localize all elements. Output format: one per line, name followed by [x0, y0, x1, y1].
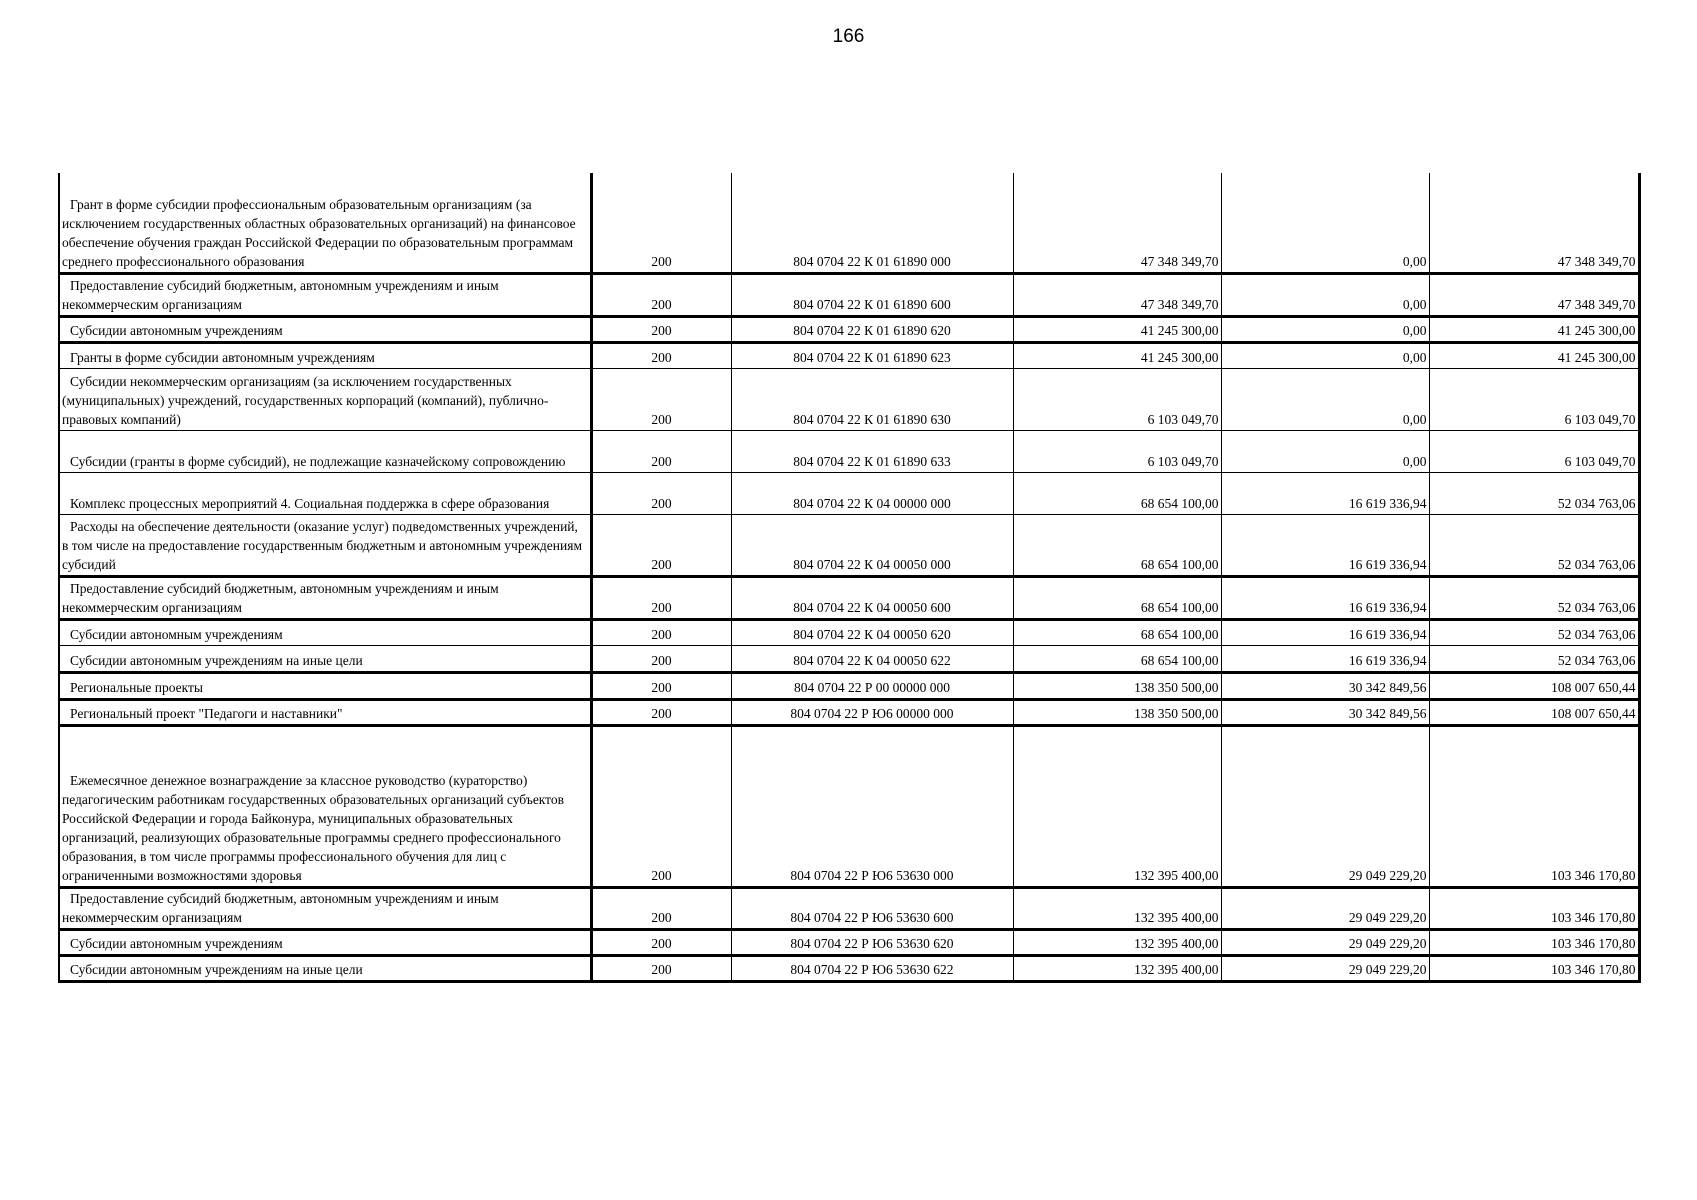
row-plan-amount: 41 245 300,00: [1013, 342, 1221, 368]
row-plan-amount: 132 395 400,00: [1013, 887, 1221, 929]
row-plan-amount: 68 654 100,00: [1013, 619, 1221, 645]
row-remaining-amount: 47 348 349,70: [1429, 273, 1639, 316]
row-admin-code: 200: [591, 173, 731, 273]
row-name-text: Региональные проекты: [70, 679, 203, 695]
table-row: [59, 342, 1639, 368]
row-name: [59, 576, 591, 619]
row-admin-code: 200: [591, 430, 731, 472]
row-plan-amount: 132 395 400,00: [1013, 725, 1221, 887]
table-row: [59, 430, 1639, 472]
row-budget-code: 804 0704 22 К 04 00050 620: [731, 619, 1013, 645]
row-budget-code: 804 0704 22 К 04 00050 600: [731, 576, 1013, 619]
row-budget-code: 804 0704 22 К 01 61890 620: [731, 316, 1013, 342]
row-name-text: Грант в форме субсидии профессиональным образовательным организациям (за исключением государственных областных образовательных организаций) на финансовое обеспечение обучения граждан Российской Федерации по образовательным программам среднего профессионального образования: [62, 196, 576, 269]
row-executed-amount: 30 342 849,56: [1221, 699, 1429, 725]
row-budget-code: 804 0704 22 Р Ю6 53630 622: [731, 955, 1013, 981]
row-admin-code: 200: [591, 699, 731, 725]
row-remaining-amount: 103 346 170,80: [1429, 929, 1639, 955]
row-budget-code: 804 0704 22 Р Ю6 53630 000: [731, 725, 1013, 887]
row-budget-code: 804 0704 22 К 04 00000 000: [731, 472, 1013, 514]
page-number: 166: [832, 26, 865, 47]
row-name: [59, 645, 591, 672]
row-plan-amount: 41 245 300,00: [1013, 316, 1221, 342]
table-row: [59, 699, 1639, 725]
row-name-text: Предоставление субсидий бюджетным, автономным учреждениям и иным некоммерческим организациям: [62, 890, 499, 925]
row-name-text: Предоставление субсидий бюджетным, автономным учреждениям и иным некоммерческим организациям: [62, 277, 499, 312]
row-admin-code: 200: [591, 576, 731, 619]
table-row: [59, 576, 1639, 619]
row-plan-amount: 6 103 049,70: [1013, 368, 1221, 430]
row-budget-code: 804 0704 22 Р Ю6 00000 000: [731, 699, 1013, 725]
row-name-text: Субсидии некоммерческим организациям (за исключением государственных (муниципальных) учреждений, государственных корпораций (компаний), публично-правовых компаний): [62, 373, 549, 427]
row-name: [59, 887, 591, 929]
table-row: [59, 368, 1639, 430]
row-admin-code: 200: [591, 368, 731, 430]
row-executed-amount: 0,00: [1221, 342, 1429, 368]
row-plan-amount: 68 654 100,00: [1013, 645, 1221, 672]
row-remaining-amount: 47 348 349,70: [1429, 173, 1639, 273]
row-admin-code: 200: [591, 725, 731, 887]
row-name: [59, 430, 591, 472]
row-budget-code: 804 0704 22 К 04 00050 622: [731, 645, 1013, 672]
row-plan-amount: 47 348 349,70: [1013, 273, 1221, 316]
row-admin-code: 200: [591, 619, 731, 645]
row-name: [59, 342, 591, 368]
row-budget-code: 804 0704 22 К 01 61890 600: [731, 273, 1013, 316]
row-plan-amount: 132 395 400,00: [1013, 955, 1221, 981]
row-remaining-amount: 103 346 170,80: [1429, 887, 1639, 929]
row-admin-code: 200: [591, 672, 731, 699]
row-remaining-amount: 52 034 763,06: [1429, 514, 1639, 576]
row-remaining-amount: 108 007 650,44: [1429, 699, 1639, 725]
row-name: [59, 514, 591, 576]
row-name-text: Комплекс процессных мероприятий 4. Социальная поддержка в сфере образования: [70, 495, 550, 511]
row-plan-amount: 6 103 049,70: [1013, 430, 1221, 472]
row-budget-code: 804 0704 22 К 04 00050 000: [731, 514, 1013, 576]
row-plan-amount: 138 350 500,00: [1013, 672, 1221, 699]
row-budget-code: 804 0704 22 Р Ю6 53630 620: [731, 929, 1013, 955]
row-budget-code: 804 0704 22 К 01 61890 623: [731, 342, 1013, 368]
row-name-text: Предоставление субсидий бюджетным, автономным учреждениям и иным некоммерческим организациям: [62, 580, 499, 615]
row-remaining-amount: 52 034 763,06: [1429, 472, 1639, 514]
row-name: [59, 929, 591, 955]
row-name-text: Гранты в форме субсидии автономным учреждениям: [70, 349, 375, 365]
row-executed-amount: 29 049 229,20: [1221, 955, 1429, 981]
row-executed-amount: 29 049 229,20: [1221, 725, 1429, 887]
row-name: [59, 316, 591, 342]
row-admin-code: 200: [591, 955, 731, 981]
row-plan-amount: 132 395 400,00: [1013, 929, 1221, 955]
row-executed-amount: 29 049 229,20: [1221, 887, 1429, 929]
row-admin-code: 200: [591, 514, 731, 576]
row-name: [59, 699, 591, 725]
row-executed-amount: 16 619 336,94: [1221, 645, 1429, 672]
table-row: [59, 173, 1639, 273]
row-admin-code: 200: [591, 342, 731, 368]
row-plan-amount: 68 654 100,00: [1013, 472, 1221, 514]
row-remaining-amount: 103 346 170,80: [1429, 955, 1639, 981]
table-row: [59, 955, 1639, 981]
row-name: [59, 955, 591, 981]
row-name-text: Ежемесячное денежное вознаграждение за классное руководство (кураторство) педагогическим работникам государственных образовательных организаций субъектов Российской Федерации и города Байконура, муниципальных образовательных организаций, реализующих образовательные программы среднего профессионального образования, в том числе программы профессионального обучения для лиц с ограниченными возможностями здоровья: [62, 772, 565, 883]
row-budget-code: 804 0704 22 Р 00 00000 000: [731, 672, 1013, 699]
row-remaining-amount: 52 034 763,06: [1429, 645, 1639, 672]
row-executed-amount: 0,00: [1221, 430, 1429, 472]
row-executed-amount: 30 342 849,56: [1221, 672, 1429, 699]
row-executed-amount: 16 619 336,94: [1221, 514, 1429, 576]
row-name-text: Субсидии автономным учреждениям: [70, 626, 283, 642]
row-executed-amount: 0,00: [1221, 173, 1429, 273]
row-name-text: Субсидии автономным учреждениям: [70, 935, 283, 951]
row-budget-code: 804 0704 22 К 01 61890 630: [731, 368, 1013, 430]
row-plan-amount: 68 654 100,00: [1013, 576, 1221, 619]
row-remaining-amount: 6 103 049,70: [1429, 368, 1639, 430]
row-plan-amount: 138 350 500,00: [1013, 699, 1221, 725]
table-row: [59, 273, 1639, 316]
row-executed-amount: 29 049 229,20: [1221, 929, 1429, 955]
row-admin-code: 200: [591, 316, 731, 342]
table-row: [59, 514, 1639, 576]
row-plan-amount: 47 348 349,70: [1013, 173, 1221, 273]
row-executed-amount: 16 619 336,94: [1221, 576, 1429, 619]
row-admin-code: 200: [591, 929, 731, 955]
row-name: [59, 725, 591, 887]
row-executed-amount: 16 619 336,94: [1221, 619, 1429, 645]
row-executed-amount: 0,00: [1221, 368, 1429, 430]
row-budget-code: 804 0704 22 К 01 61890 000: [731, 173, 1013, 273]
row-remaining-amount: 52 034 763,06: [1429, 619, 1639, 645]
row-admin-code: 200: [591, 645, 731, 672]
row-name-text: Субсидии автономным учреждениям на иные цели: [70, 961, 363, 977]
row-name: [59, 672, 591, 699]
table-row: [59, 316, 1639, 342]
table-row: [59, 672, 1639, 699]
table-row: [59, 645, 1639, 672]
row-name-text: Расходы на обеспечение деятельности (оказание услуг) подведомственных учреждений, в том числе на предоставление государственным бюджетным и автономным учреждениям субсидий: [62, 518, 582, 572]
row-remaining-amount: 41 245 300,00: [1429, 342, 1639, 368]
row-budget-code: 804 0704 22 Р Ю6 53630 600: [731, 887, 1013, 929]
table-row: [59, 619, 1639, 645]
row-admin-code: 200: [591, 887, 731, 929]
table-row: [59, 887, 1639, 929]
row-name: [59, 368, 591, 430]
row-name: [59, 619, 591, 645]
row-admin-code: 200: [591, 273, 731, 316]
table-row: [59, 472, 1639, 514]
row-remaining-amount: 41 245 300,00: [1429, 316, 1639, 342]
table-row: [59, 725, 1639, 887]
row-budget-code: 804 0704 22 К 01 61890 633: [731, 430, 1013, 472]
row-executed-amount: 0,00: [1221, 273, 1429, 316]
row-name: [59, 472, 591, 514]
row-remaining-amount: 52 034 763,06: [1429, 576, 1639, 619]
row-name: [59, 273, 591, 316]
row-name: [59, 173, 591, 273]
row-executed-amount: 16 619 336,94: [1221, 472, 1429, 514]
row-remaining-amount: 108 007 650,44: [1429, 672, 1639, 699]
table-row: [59, 929, 1639, 955]
row-name-text: Региональный проект "Педагоги и наставники": [70, 705, 343, 721]
row-admin-code: 200: [591, 472, 731, 514]
row-name-text: Субсидии автономным учреждениям: [70, 322, 283, 338]
row-remaining-amount: 103 346 170,80: [1429, 725, 1639, 887]
budget-table: [58, 173, 1641, 983]
row-executed-amount: 0,00: [1221, 316, 1429, 342]
row-name-text: Субсидии автономным учреждениям на иные цели: [70, 652, 363, 668]
row-plan-amount: 68 654 100,00: [1013, 514, 1221, 576]
row-remaining-amount: 6 103 049,70: [1429, 430, 1639, 472]
row-name-text: Субсидии (гранты в форме субсидий), не подлежащие казначейскому сопровождению: [70, 453, 566, 469]
